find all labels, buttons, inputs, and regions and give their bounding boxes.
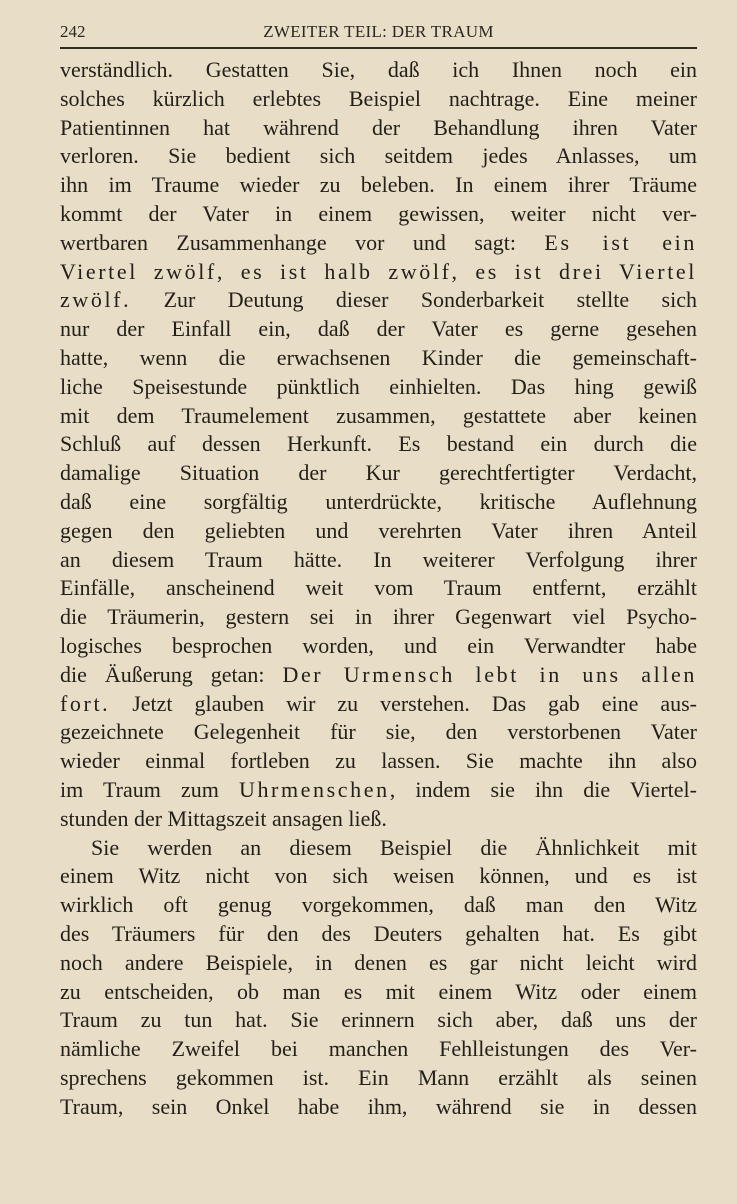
running-title: ZWEITER TEIL: DER TRAUM <box>263 22 494 41</box>
text-line: Traum, sein Onkel habe ihm, während sie in dessen <box>60 1093 697 1119</box>
text-line: die Träumerin, gestern sei in ihrer Gegenwart viel Psycho- <box>60 604 697 630</box>
text-line: wertbaren Zusammenhange vor und sagt: Es ist ein <box>60 229 697 255</box>
spaced-quote: zwölf. <box>60 287 132 313</box>
text-line: damalige Situation der Kur gerechtfertigter Verdacht, <box>60 460 697 486</box>
spaced-emphasis: Uhrmenschen <box>238 776 390 802</box>
text-line: kommt der Vater in einem gewissen, weiter nicht ver- <box>60 200 697 226</box>
text-line: verständlich. Gestatten Sie, daß ich Ihnen noch ein <box>60 57 697 82</box>
text-line: im Traum zum Uhrmenschen, indem sie ihn die Viertel- <box>60 776 697 802</box>
text-line: zu entscheiden, ob man es mit einem Witz oder einem <box>60 978 697 1004</box>
text-line: mit dem Traumelement zusammen, gestattete aber keinen <box>60 402 697 428</box>
text-line: zwölf. Zur Deutung dieser Sonderbarkeit stellte sich <box>60 287 697 313</box>
text-line: hatte, wenn die erwachsenen Kinder die gemeinschaft- <box>60 344 697 370</box>
page-number: 242 <box>60 22 86 41</box>
text-line: wieder einmal fortleben zu lassen. Sie machte ihn also <box>60 748 697 774</box>
text-line: noch andere Beispiele, in denen es gar nicht leicht wird <box>60 949 697 975</box>
text-line: die Äußerung getan: Der Urmensch lebt in uns allen <box>60 661 698 687</box>
text-line: wirklich oft genug vorgekommen, daß man den Witz <box>60 892 697 918</box>
body-text <box>60 56 697 1121</box>
text-line: an diesem Traum hätte. In weiterer Verfolgung ihrer <box>60 546 697 572</box>
text-line: verloren. Sie bedient sich seitdem jedes Anlasses, um <box>60 143 697 169</box>
text-line: des Träumers für den des Deuters gehalten hat. Es gibt <box>60 920 697 946</box>
header-rule <box>60 47 697 49</box>
text-line: Sie werden an diesem Beispiel die Ähnlichkeit mit <box>91 834 697 860</box>
text-line: Einfälle, anscheinend weit vom Traum entfernt, erzählt <box>60 575 697 601</box>
text-line: Traum zu tun hat. Sie erinnern sich aber, daß uns der <box>60 1007 697 1033</box>
text-line: logisches besprochen worden, und ein Verwandter habe <box>60 632 697 658</box>
text-line: einem Witz nicht von sich weisen können, und es ist <box>60 863 697 889</box>
text-line: nur der Einfall ein, daß der Vater es gerne gesehen <box>60 316 697 342</box>
text-line: stunden der Mittagszeit ansagen ließ. <box>60 805 387 831</box>
text-line: solches kürzlich erlebtes Beispiel nachtrage. Eine meiner <box>60 85 697 111</box>
text-line: Schluß auf dessen Herkunft. Es bestand ein durch die <box>60 431 697 457</box>
text-line: nämliche Zweifel bei manchen Fehlleistungen des Ver- <box>60 1036 697 1062</box>
page-header <box>60 22 697 48</box>
spaced-quote: fort. <box>60 690 111 716</box>
text-line: liche Speisestunde pünktlich einhielten. Das hing gewiß <box>60 373 697 399</box>
text-line: sprechens gekommen ist. Ein Mann erzählt als seinen <box>60 1064 697 1090</box>
text-line: fort. Jetzt glauben wir zu verstehen. Das gab eine aus- <box>60 690 697 716</box>
spaced-quote: Viertel zwölf, es ist halb zwölf, es ist drei Viertel <box>60 258 697 284</box>
text-line: gegen den geliebten und verehrten Vater ihren Anteil <box>60 517 697 543</box>
spaced-quote: Es ist ein <box>544 229 697 255</box>
text-line <box>60 258 697 287</box>
text-line: gezeichnete Gelegenheit für sie, den verstorbenen Vater <box>60 719 697 745</box>
text-line: Patientinnen hat während der Behandlung ihren Vater <box>60 114 697 140</box>
spaced-quote: Der Urmensch lebt in uns allen <box>282 661 698 687</box>
text-line: ihn im Traume wieder zu beleben. In einem ihrer Träume <box>60 172 697 198</box>
text-line: daß eine sorgfältig unterdrückte, kritische Auflehnung <box>60 488 697 514</box>
